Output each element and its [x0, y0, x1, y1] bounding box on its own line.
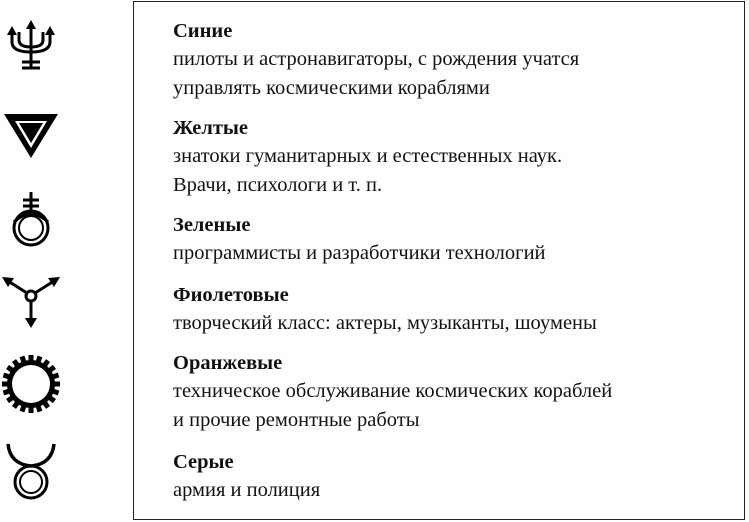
group-title: Синие	[173, 20, 233, 42]
group-desc-line: Врачи, психологи и т. п.	[173, 173, 383, 196]
group-title: Оранжевые	[173, 352, 283, 374]
group-desc-line: пилоты и астронавигаторы, с рождения учатся	[173, 48, 580, 70]
three-arrows-icon	[0, 268, 62, 330]
icon-column	[0, 0, 130, 522]
group-blue	[173, 18, 738, 102]
legend-box	[133, 1, 745, 520]
inverted-triangle-icon	[0, 106, 62, 168]
group-orange	[173, 350, 738, 434]
group-desc-line: программисты и разработчики технологий	[173, 242, 546, 264]
group-desc-line: и прочие ремонтные работы	[173, 408, 420, 431]
group-purple	[173, 282, 738, 338]
group-gray	[173, 449, 738, 505]
gear-ring-icon	[0, 353, 62, 415]
group-title: Фиолетовые	[173, 284, 289, 306]
group-desc-line: знатоки гуманитарных и естественных наук.	[173, 145, 563, 167]
taurus-icon	[0, 440, 62, 502]
group-desc-line: творческий класс: актеры, музыканты, шоумены	[173, 312, 597, 334]
group-green	[173, 212, 738, 268]
group-yellow	[173, 115, 738, 199]
group-title: Серые	[173, 451, 234, 473]
circle-cross-icon	[0, 190, 62, 252]
group-desc-line: управлять космическими кораблями	[173, 76, 490, 99]
trident-icon	[0, 18, 62, 80]
group-title: Зеленые	[173, 214, 251, 236]
group-title: Желтые	[173, 117, 249, 139]
group-desc-line: армия и полиция	[173, 479, 321, 501]
group-desc-line: техническое обслуживание космических кораблей	[173, 380, 613, 402]
